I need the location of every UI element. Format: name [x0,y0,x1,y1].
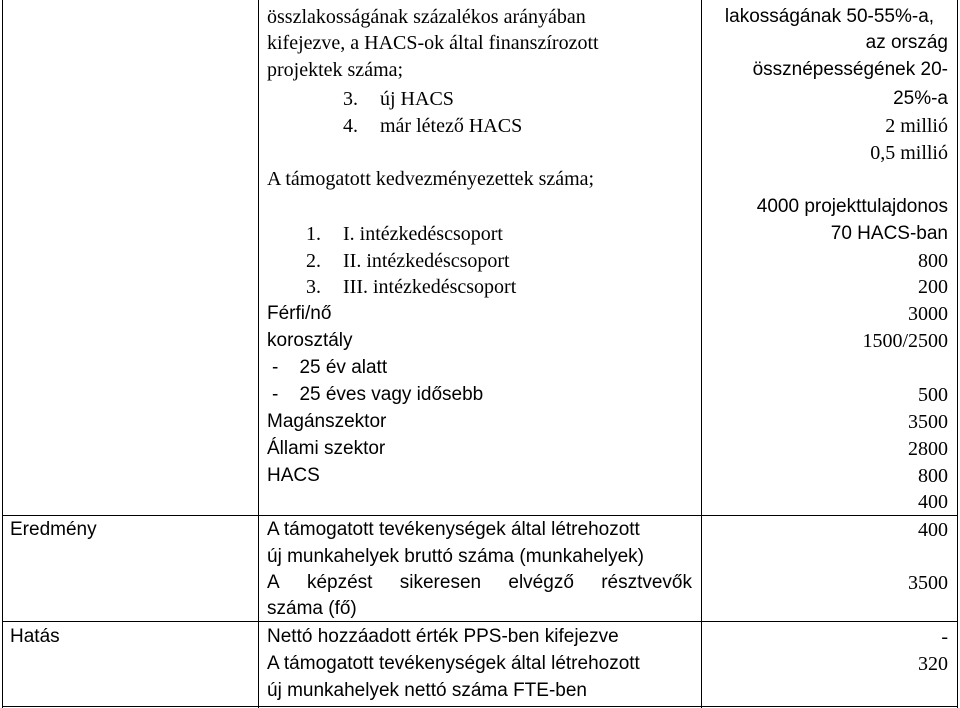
row-divider-result [2,515,958,516]
value-gender: 3000 [908,303,948,325]
group-num-1: 1. [306,223,321,245]
value-group-2: 800 [918,250,948,272]
result-line-3 [267,570,692,596]
value-public: 3500 [908,411,948,433]
group-num-3: 3. [306,276,321,298]
impact-line-1: Nettó hozzáadott érték PPS-ben kifejezve [267,626,619,647]
row-divider-impact [2,621,958,622]
value-result-trained: 3500 [908,572,948,594]
value-05-million: 0,5 millió [870,142,948,164]
hacs-num-3: 3. [343,88,358,110]
age-over-label: - 25 éves vagy idősebb [272,384,484,405]
result-line-2: új munkahelyek bruttó száma (munkahelyek) [267,546,645,567]
pop-line-3: össznépességének 20- [752,59,948,80]
group-1: I. intézkedéscsoport [343,223,503,245]
row-label-result: Eredmény [10,519,97,540]
beneficiaries-heading: A támogatott kedvezményezettek száma; [267,168,595,190]
result-line-4: száma (fő) [267,598,357,619]
pop-line-1: lakosságának 50-55%-a, [724,6,935,27]
age-under-label: - 25 év alatt [272,357,388,378]
impact-line-2: A támogatott tevékenységek által létrehozott [267,653,640,674]
hacs-new: új HACS [380,88,454,110]
result-word: sikeresen [399,572,482,593]
value-result-jobs: 400 [918,519,948,541]
mid-line-3: projektek száma; [267,59,404,81]
value-project-owners: 4000 projekttulajdonos [756,196,948,217]
public-sector-label: Állami szektor [267,438,386,459]
value-private: 500 [918,384,948,406]
value-2-million: 2 millió [885,115,948,137]
pop-line-4: 25%-a [893,88,948,109]
table-right-border [957,0,958,708]
age-group-label: korosztály [267,330,353,351]
gender-label: Férfi/nő [267,303,332,324]
hacs-label: HACS [267,465,320,486]
mid-line-1: összlakosságának százalékos arányában [267,6,586,28]
mid-line-2: kifejezve, a HACS-ok által finanszírozott [267,32,599,54]
result-line-1: A támogatott tevékenységek által létrehozott [267,519,640,540]
value-in-hacs: 70 HACS-ban [830,223,948,244]
group-3: III. intézkedéscsoport [343,276,517,298]
group-2: II. intézkedéscsoport [343,250,510,272]
table-bottom-border [2,706,958,707]
value-hacs-2: 800 [918,465,948,487]
pop-line-2: az ország [865,32,948,53]
result-word: A [267,572,280,593]
result-word: képzést [306,572,373,593]
value-hacs-3: 400 [918,491,948,513]
row-label-impact: Hatás [10,626,60,647]
value-hacs-1: 2800 [908,438,948,460]
value-age-split: 1500/2500 [862,330,948,352]
impact-line-3: új munkahelyek nettó száma FTE-ben [267,680,587,701]
result-word: elvégző [508,572,574,593]
group-num-2: 2. [306,250,321,272]
value-impact-jobs: 320 [918,653,948,675]
result-word: résztvevők [601,572,692,593]
column-divider-1 [258,0,259,708]
value-impact-gva: - [941,626,948,648]
private-sector-label: Magánszektor [267,411,387,432]
value-group-3: 200 [918,276,948,298]
hacs-existing: már létező HACS [380,115,523,137]
hacs-num-4: 4. [343,115,358,137]
table-left-border [2,0,3,708]
